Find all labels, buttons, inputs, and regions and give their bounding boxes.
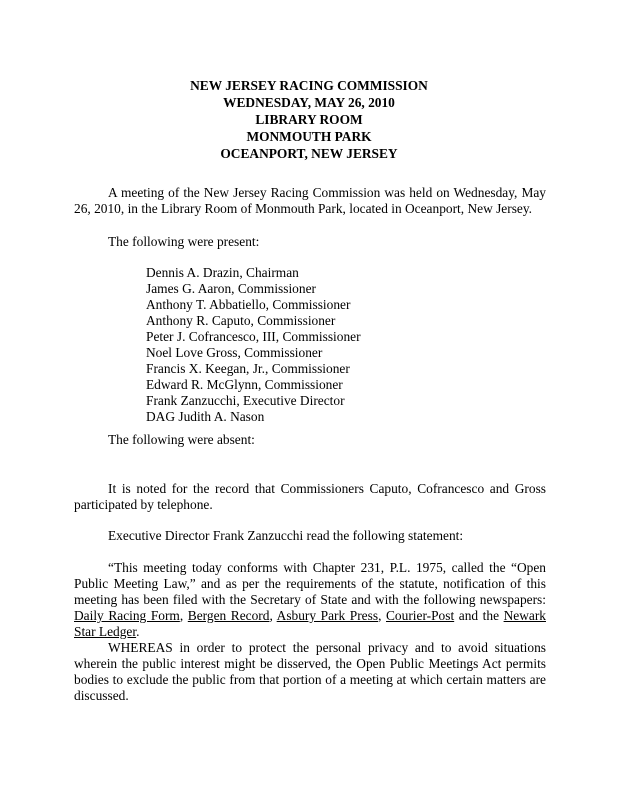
attendee-item: Edward R. McGlynn, Commissioner [146,377,343,392]
statement-intro: Executive Director Frank Zanzucchi read the following statement: [108,528,464,543]
header-venue: MONMOUTH PARK [246,129,372,144]
separator: , [378,608,386,623]
header-commission-name: NEW JERSEY RACING COMMISSION [190,78,428,93]
attendee-item: DAG Judith A. Nason [146,409,265,424]
newspaper-courier-post: Courier-Post [386,608,455,623]
attendee-item: Noel Love Gross, Commissioner [146,345,323,360]
header-date: WEDNESDAY, MAY 26, 2010 [223,95,395,110]
header-room: LIBRARY ROOM [255,112,363,127]
attendee-item: Anthony R. Caputo, Commissioner [146,313,336,328]
statement-paragraph [74,560,546,640]
attendee-item: James G. Aaron, Commissioner [146,281,316,296]
newspaper-bergen-record: Bergen Record [187,608,270,623]
present-label: The following were present: [108,234,260,249]
separator: , [179,608,188,623]
whereas-paragraph: WHEREAS in order to protect the personal privacy and to avoid situations wherein the public interest might be disserved, the Open Public Meetings Act permits bodies to exclude the public from that portion of a meeting at which certain matters are discussed. [74,640,546,703]
newspaper-daily-racing-form: Daily Racing Form [74,608,180,623]
attendee-item: Frank Zanzucchi, Executive Director [146,393,345,408]
separator: , [269,608,277,623]
newspaper-asbury-park-press: Asbury Park Press [276,608,379,623]
newspaper-newark-star-ledger: Newark Star Ledger [74,608,546,639]
statement-text: “This meeting today conforms with Chapter 231, P.L. 1975, called the “Open Public Meeting Law,” and as per the requirements of the statute, notification of this meeting has been filed with the Secretary of State and with the following newspapers: [74,560,546,607]
attendee-item: Dennis A. Drazin, Chairman [146,265,299,280]
statement-end: . [136,624,140,639]
attendee-list [146,265,361,425]
absent-label: The following were absent: [108,432,255,447]
intro-paragraph: A meeting of the New Jersey Racing Commission was held on Wednesday, May 26, 2010, in the Library Room of Monmouth Park, located in Oceanport, New Jersey. [74,185,546,216]
attendee-item: Francis X. Keegan, Jr., Commissioner [146,361,350,376]
attendee-item: Peter J. Cofrancesco, III, Commissioner [146,329,361,344]
document-header [0,77,618,162]
separator: and the [454,608,504,623]
attendee-item: Anthony T. Abbatiello, Commissioner [146,297,351,312]
header-location: OCEANPORT, NEW JERSEY [220,146,398,161]
telephone-note-paragraph: It is noted for the record that Commissioners Caputo, Cofrancesco and Gross participated by telephone. [74,481,546,512]
